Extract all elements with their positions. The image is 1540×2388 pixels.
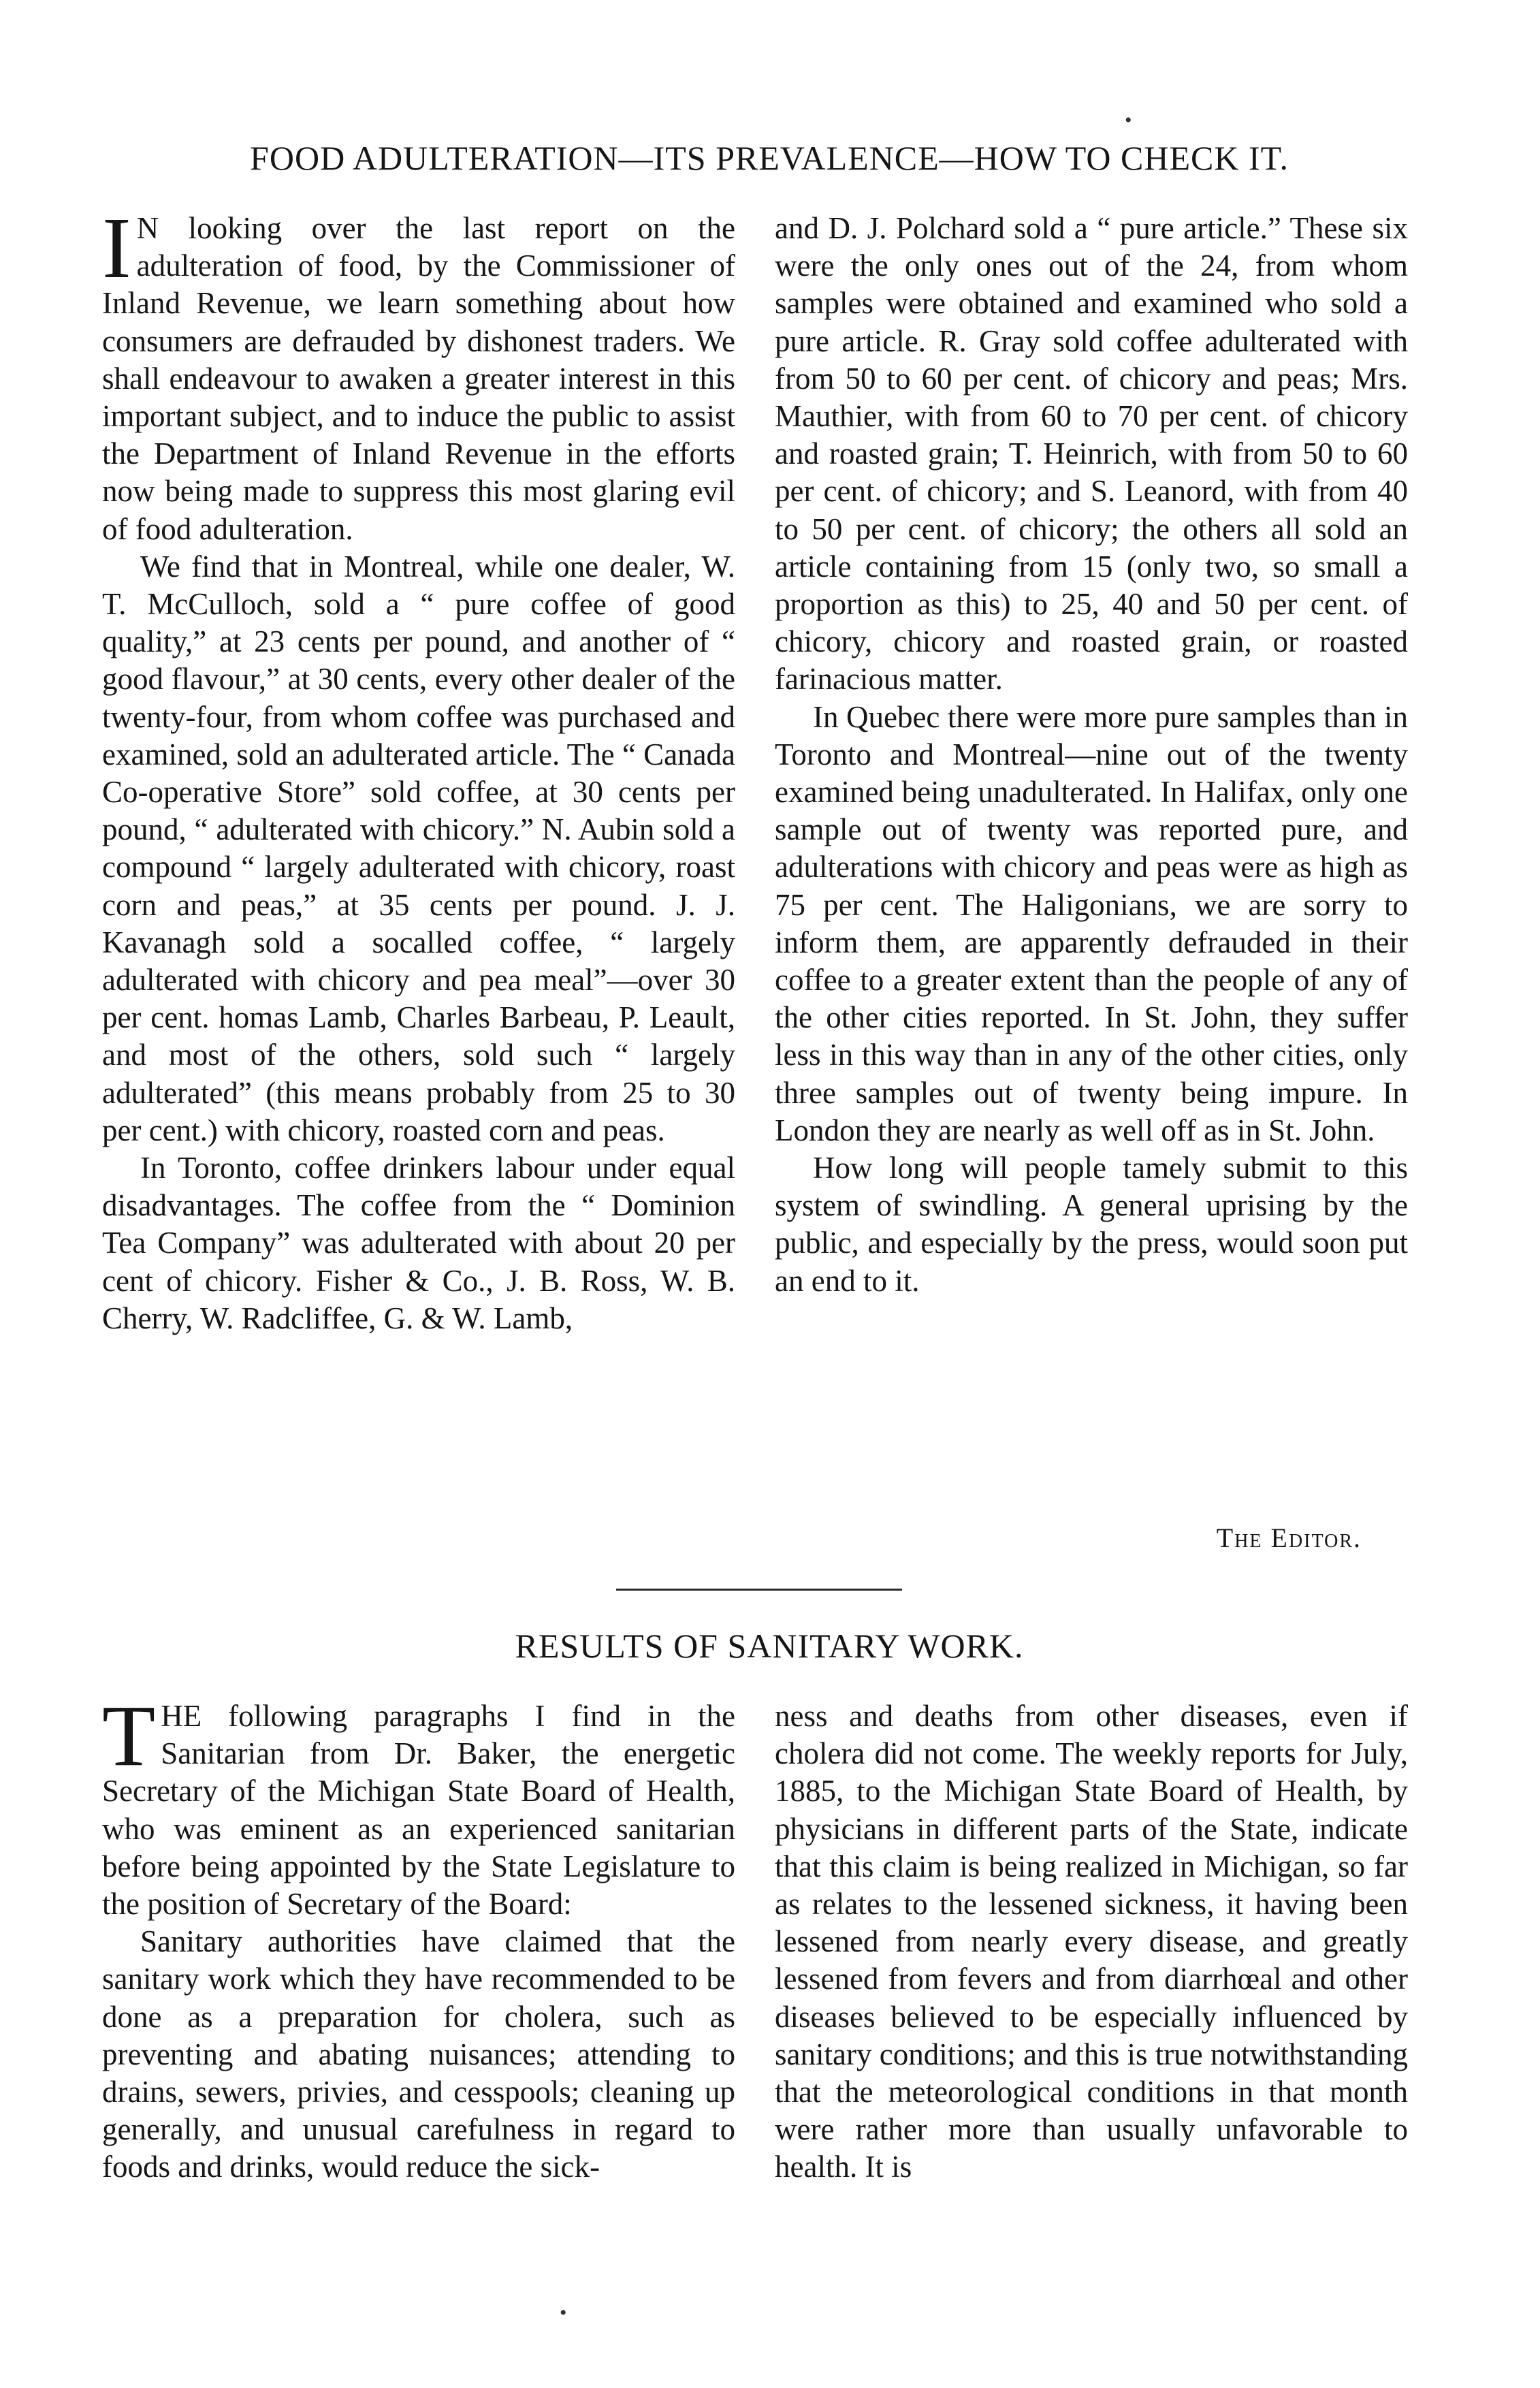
section-divider-rule	[616, 1589, 902, 1591]
article1-paragraph-intro-text: N looking over the last report on the adulteration of food, by the Commissioner of Inland Revenue, we learn something about how consumers are defrauded by dishonest traders. We shall endeavour to awaken a greater interest in this important subject, and to induce the public to assist the Department of Inland Revenue in the efforts now being made to suppress this most glaring evil of food adulteration.	[102, 211, 735, 546]
article1-paragraph-montreal: We find that in Montreal, while one dealer, W. T. McCulloch, sold a “ pure coffee of good quality,” at 23 cents per pound, and another of “ good flavour,” at 30 cents, every other dealer of the twenty-four, from whom coffee was purchased and examined, sold an adulterated article. The “ Canada Co-operative Store” sold coffee, at 30 cents per pound, “ adulterated with chicory.” N. Aubin sold a compound “ largely adulterated with chicory, roast corn and peas,” at 35 cents per pound. J. J. Kavanagh sold a socalled coffee, “ largely adulterated with chicory and pea meal”—over 30 per cent. homas Lamb, Charles Barbeau, P. Leault, and most of the others, sold such “ largely adulterated” (this means probably from 25 to 30 per cent.) with chicory, roasted corn and peas.	[102, 549, 736, 1147]
article-title-food-adulteration: FOOD ADULTERATION—ITS PREVALENCE—HOW TO CHECK IT.	[250, 139, 1289, 177]
article1-column-left	[102, 200, 736, 1337]
article2-paragraph-intro-text: HE following paragraphs I find in the Sanitarian from Dr. Baker, the energetic Secretary of the Michigan State Board of Health, who was eminent as an experienced sanitarian before being appointed by the State Legislature to the position of Secretary of the Board:	[102, 1699, 735, 1922]
article1-signature: The Editor.	[1216, 1523, 1362, 1553]
article2-paragraph-sanitary-authorities: Sanitary authorities have claimed that the sanitary work which they have recommended to be done as a preparation for cholera, such as preventing and abating nuisances; attending to drains, sewers, privies, and cesspools; cleaning up generally, and unusual carefulness in regard to foods and drinks, would reduce the sick-	[102, 1924, 735, 2184]
article1-paragraph-conclusion: How long will people tamely submit to this system of swindling. A general uprising by the public, and especially by the press, would soon put an end to it.	[775, 1151, 1408, 1298]
page-speck-mark: •	[560, 2302, 567, 2324]
dropcap-letter: T	[102, 1687, 156, 1784]
article1-paragraph-quebec-halifax: In Quebec there were more pure samples than in Toronto and Montreal—nine out of the twenty examined being unadulterated. In Halifax, only one sample out of twenty was reported pure, and adulterations with chicory and peas were as high as 75 per cent. The Haligonians, we are sorry to inform them, are apparently defrauded in their coffee to a greater extent than the people of any of the other cities reported. In St. John, they suffer less in this way than in any of the other cities, only three samples out of twenty being impure. In London they are nearly as well off as in St. John.	[775, 699, 1408, 1147]
article2-column-right	[775, 1698, 1408, 2186]
article2-paragraph-continued: ness and deaths from other diseases, even if cholera did not come. The weekly reports for July, 1885, to the Michigan State Board of Health, by physicians in different parts of the State, indicate that this claim is being realized in Michigan, so far as relates to the lessened sickness, it having been lessened from nearly every disease, and greatly lessened from fevers and from diarrhœal and other diseases believed to be especially influenced by sanitary conditions; and this is true notwithstanding that the meteorological conditions in that month were rather more than usually unfavorable to health. It is	[775, 1699, 1408, 2184]
article2-paragraph-intro	[102, 1687, 735, 1923]
article-title-sanitary-work: RESULTS OF SANITARY WORK.	[515, 1627, 1024, 1665]
article1-paragraph-continued: and D. J. Polchard sold a “ pure article.” These six were the only ones out of the 24, from whom samples were obtained and examined who sold a pure article. R. Gray sold coffee adulterated with from 50 to 60 per cent. of chicory and peas; Mrs. Mauthier, with from 60 to 70 per cent. of chicory and roasted grain; T. Heinrich, with from 50 to 60 per cent. of chicory; and S. Leanord, with from 40 to 50 per cent. of chicory; the others all sold an article containing from 15 (only two, so small a proportion as this) to 25, 40 and 50 per cent. of chicory, chicory and roasted grain, or roasted farinacious matter.	[775, 211, 1408, 697]
dropcap-letter: I	[102, 200, 131, 296]
article1-paragraph-intro	[102, 200, 735, 548]
article1-paragraph-toronto: In Toronto, coffee drinkers labour under equal disadvantages. The coffee from the “ Dominion Tea Company” was adulterated with about 20 per cent of chicory. Fisher & Co., J. B. Ross, W. B. Cherry, W. Radcliffee, G. & W. Lamb,	[102, 1151, 735, 1335]
article1-column-right	[775, 210, 1408, 1300]
article2-column-left	[102, 1687, 735, 2186]
page-speck-mark: •	[1125, 109, 1132, 131]
